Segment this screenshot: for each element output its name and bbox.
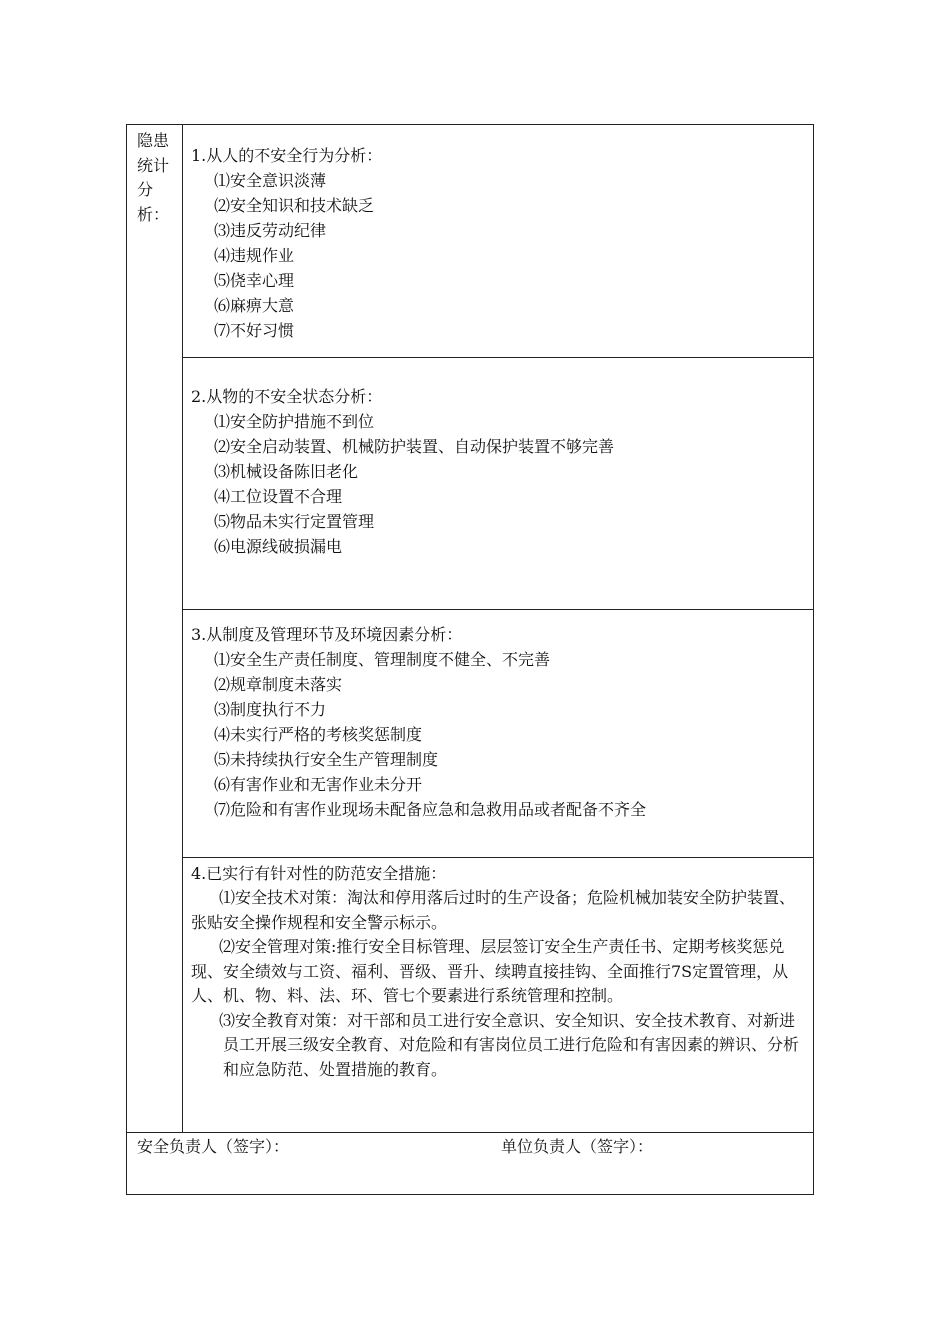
- section-object-state: [191, 384, 805, 559]
- hazard-analysis-form: [126, 124, 814, 1195]
- list-item: ⑸未持续执行安全生产管理制度: [214, 750, 439, 769]
- list-item: ⑷未实行严格的考核奖惩制度: [214, 725, 423, 744]
- list-item: ⑺不好习惯: [214, 321, 295, 340]
- item-list: [191, 168, 805, 343]
- measure-management: ⑵安全管理对策:推行安全目标管理、层层签订安全生产责任书、定期考核奖惩兑现、安全绩效与工资、福利、晋级、晋升、续聘直接挂钩、全面推行7S定置管理，从人、机、物、料、法、环、管七个要素进行系统管理和控制。: [191, 937, 789, 1005]
- section-heading: 1.从人的不安全行为分析：: [191, 146, 383, 165]
- list-item: ⑸侥幸心理: [214, 271, 295, 290]
- list-item: ⑴安全生产责任制度、管理制度不健全、不完善: [214, 650, 551, 669]
- list-item: ⑷违规作业: [214, 246, 295, 265]
- list-item: ⑵规章制度未落实: [214, 675, 343, 694]
- section-human-behavior: [191, 143, 805, 343]
- safety-officer-signature-label: 安全负责人（签字）：: [137, 1137, 290, 1156]
- column-divider: [182, 125, 183, 1132]
- section-heading: 2.从物的不安全状态分析：: [191, 387, 383, 406]
- list-item: ⑺危险和有害作业现场未配备应急和急救用品或者配备不齐全: [214, 800, 647, 819]
- row-divider-signature: [127, 1132, 813, 1133]
- list-item: ⑶制度执行不力: [214, 700, 327, 719]
- list-item: ⑹有害作业和无害作业未分开: [214, 775, 423, 794]
- list-item: ⑶违反劳动纪律: [214, 221, 327, 240]
- row-divider-2: [182, 609, 813, 610]
- list-item: ⑸物品未实行定置管理: [214, 512, 375, 531]
- side-label: 隐患统计分析：: [137, 131, 170, 224]
- list-item: ⑹电源线破损漏电: [214, 537, 343, 556]
- row-divider-3: [182, 857, 813, 858]
- list-item: ⑷工位设置不合理: [214, 487, 343, 506]
- list-item: ⑵安全知识和技术缺乏: [214, 196, 375, 215]
- section-heading: 3.从制度及管理环节及环境因素分析：: [191, 625, 463, 644]
- item-list: [191, 409, 805, 559]
- section-safety-measures: [191, 861, 807, 1082]
- measure-education: ⑶安全教育对策：对干部和员工进行安全意识、安全知识、安全技术教育、对新进员工开展三级安全教育、对危险和有害岗位员工进行危险和有害因素的辨识、分析和应急防范、处置措施的教育。: [219, 1010, 800, 1079]
- measure-technical: ⑴安全技术对策：淘汰和停用落后过时的生产设备；危险机械加装安全防护装置、张贴安全操作规程和安全警示标示。: [191, 888, 796, 932]
- list-item: ⑹麻痹大意: [214, 296, 295, 315]
- list-item: ⑶机械设备陈旧老化: [214, 462, 359, 481]
- section-management-environment: [191, 622, 805, 822]
- list-item: ⑴安全意识淡薄: [214, 171, 327, 190]
- list-item: ⑵安全启动装置、机械防护装置、自动保护装置不够完善: [214, 437, 615, 456]
- list-item: ⑴安全防护措施不到位: [214, 412, 375, 431]
- section-heading: 4.已实行有针对性的防范安全措施：: [191, 864, 447, 883]
- unit-head-signature-label: 单位负责人（签字）：: [501, 1137, 654, 1156]
- item-list: [191, 647, 805, 822]
- row-divider-1: [182, 357, 813, 358]
